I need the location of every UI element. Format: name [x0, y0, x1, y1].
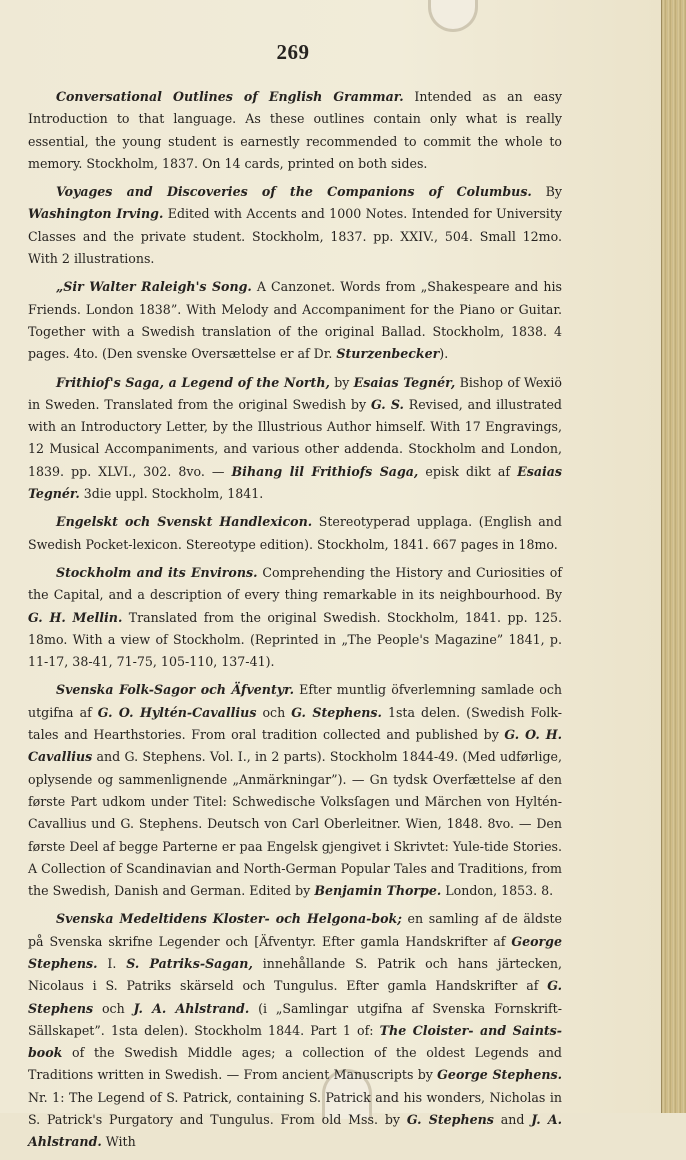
entry-kloster-bok	[28, 908, 562, 1153]
entry-text: A Canzonet. Words from „Shakespeare and his Friends. London 1838”. With Melody and Accompaniment for the Piano or Guitar. Together with a Swedish translation of the original Ballad. Stockholm, 1838. 4 pages. 4to. (Den svenske Oversættelse er af Dr.	[28, 279, 562, 362]
entry-text: Intended as an easy Introduction to that language. As these outlines contain only what is really essential, the young student is earnestly recommended to commit the whole to memory. Stockholm, 1837. On 14 cards, printed on both sides.	[28, 89, 562, 171]
entry-text: Stereotyperad upplaga. (English and Swedish Pocket-lexicon. Stereotype edition). Stockholm, 1841. 667 pages in 18mo.	[28, 514, 562, 552]
entry-text: (i „Samlingar utgifna af Svenska Fornskrift-Sällskapet”. 1sta delen). Stockholm 1844. Part 1 of:	[28, 1000, 562, 1038]
entry-text: och	[256, 704, 292, 720]
entry-text: by	[329, 374, 354, 390]
entry-text: Bishop of Wexiö in Sweden. Translated from the original Swedish by	[28, 374, 562, 412]
entry-raleigh-song	[28, 276, 562, 365]
entry-title-italic: „Sir Walter Raleigh's Song.	[56, 279, 252, 295]
entry-title-italic: Benjamin Thorpe.	[314, 883, 442, 899]
entry-title-italic: S. Patriks-Sagan,	[126, 955, 253, 971]
entry-title-italic: G. Stephens	[28, 978, 562, 1016]
entry-stockholm-environs	[28, 562, 562, 673]
entry-title-italic: Voyages and Discoveries of the Companions of Columbus.	[56, 184, 532, 200]
entry-voyages-columbus	[28, 181, 562, 270]
entry-title-italic: G. O. Hyltén-Cavallius	[97, 704, 257, 720]
entry-title-italic: Bihang lil Frithiofs Saga,	[231, 463, 419, 479]
entry-text: ).	[439, 346, 449, 362]
entry-text: and G. Stephens. Vol. I., in 2 parts). Stockholm 1844-49. (Med udførlige, oplysende og sammenlignende „Anmärkningar”). — Gn tydsk Overfættelse af den første Part udkom under Titel: Schwedische Volksſagen und Märchen von Hyltén-Cavallius und G. Stephens. Deutsch von Carl Oberleitner. Wien, 1848. 8vo. — Den første Deel af begge Parterne er paa Engelsk gjengivet i Skrivtet: Yule-tide Stories. A Collection of Scandinavian and North-German Popular Tales and Traditions, from the Swedish, Danish and German. Edited by	[28, 749, 562, 899]
entry-title-italic: Svenska Medeltidens Kloster- och Helgona-bok;	[56, 911, 402, 927]
entry-text: episk dikt af	[418, 463, 518, 479]
entry-title-italic: J. A. Ahlstrand.	[28, 1112, 562, 1150]
entry-frithiofs-saga	[28, 372, 562, 506]
entry-text: Comprehending the History and Curiosities of the Capital, and a description of every thing remarkable in its neighbourhood. By	[28, 564, 562, 603]
entry-title-italic: Conversational Outlines of English Grammar.	[56, 89, 404, 104]
entry-title-italic: J. A. Ahlstrand.	[133, 1000, 250, 1016]
entry-handlexicon	[28, 511, 562, 556]
entry-text: Edited with Accents and 1000 Notes. Intended for University Classes and the private student. Stockholm, 1837. pp. XXIV., 504. Small 12mo. With 2 illustrations.	[28, 206, 562, 267]
bibliography-entries	[28, 86, 562, 1160]
entry-text: en samling af de äldste på Svenska skrifne Legender och [Äfventyr. Efter gamla Handskrifter af	[28, 911, 562, 949]
entry-text: With	[101, 1134, 136, 1150]
entry-english-grammar	[28, 86, 562, 175]
entry-title-italic: Esaias Tegnér,	[353, 374, 456, 390]
entry-text: Efter muntlig öfverlemning samlade och utgifna af	[28, 682, 562, 720]
entry-text: och	[93, 1000, 134, 1016]
entry-title-italic: The Cloister- and Saints-book	[28, 1022, 562, 1061]
entry-text: and	[493, 1112, 532, 1128]
entry-text: I.	[97, 955, 127, 971]
entry-title-italic: George Stephens.	[28, 933, 562, 971]
entry-text: Translated from the original Swedish. Stockholm, 1841. pp. 125. 18mo. With a view of Stockholm. (Reprinted in „The People's Magazine” 1841, p. 11-17, 38-41, 71-75, 105-110, 137-41).	[28, 609, 562, 670]
entry-title-italic: G. H. Mellin.	[28, 609, 123, 625]
entry-text: innehållande S. Patrik och hans järtecken, Nicolaus i S. Patriks skärseld och Tungulus. Efter gamla Handskrifter af	[28, 955, 562, 994]
entry-text: London, 1853. 8.	[441, 883, 554, 899]
entry-title-italic: George Stephens.	[437, 1067, 562, 1083]
entry-title-italic: Esaias Tegnér.	[28, 463, 563, 502]
entry-title-italic: Sturzenbecker	[336, 346, 440, 362]
entry-title-italic: G. O. H. Cavallius	[28, 727, 562, 765]
entry-text: 3die uppl. Stockholm, 1841.	[79, 486, 264, 502]
entry-title-italic: Washington Irving.	[28, 206, 164, 222]
entry-title-italic: Svenska Folk-Sagor och Äfventyr.	[56, 682, 294, 698]
entry-title-italic: G. Stephens	[406, 1112, 494, 1128]
entry-text: 1sta delen. (Swedish Folk-tales and Hearthstories. From oral tradition collected and published by	[28, 704, 562, 743]
entry-folk-sagor	[28, 679, 562, 902]
entry-text: Revised, and illustrated with an Introductory Letter, by the Illustrious Author himself. With 17 Engravings, 12 Musical Accompaniments, and various other addenda. Stockholm and London, 1839. pp. XLVI., 302. 8vo. —	[28, 396, 562, 479]
entry-text: of the Swedish Middle ages; a collection of the oldest Legends and Traditions written in Swedish. — From ancient Manuscripts by	[28, 1045, 562, 1083]
entry-title-italic: Stockholm and its Environs.	[56, 564, 258, 580]
entry-title-italic: Engelskt och Svenskt Handlexicon.	[56, 514, 313, 530]
page-number: 269	[276, 40, 310, 64]
entry-text: Nr. 1: The Legend of S. Patrick, containing S. Patrick and his wonders, Nicholas in S. Patrick's Purgatory and Tungulus. From old Mss. by	[28, 1089, 562, 1128]
entry-title-italic: G. S.	[370, 396, 404, 412]
entry-title-italic: Frithiof's Saga, a Legend of the North,	[56, 374, 330, 390]
entry-title-italic: G. Stephens.	[291, 704, 382, 720]
page-edge	[661, 0, 686, 1113]
entry-text: By	[531, 184, 562, 200]
